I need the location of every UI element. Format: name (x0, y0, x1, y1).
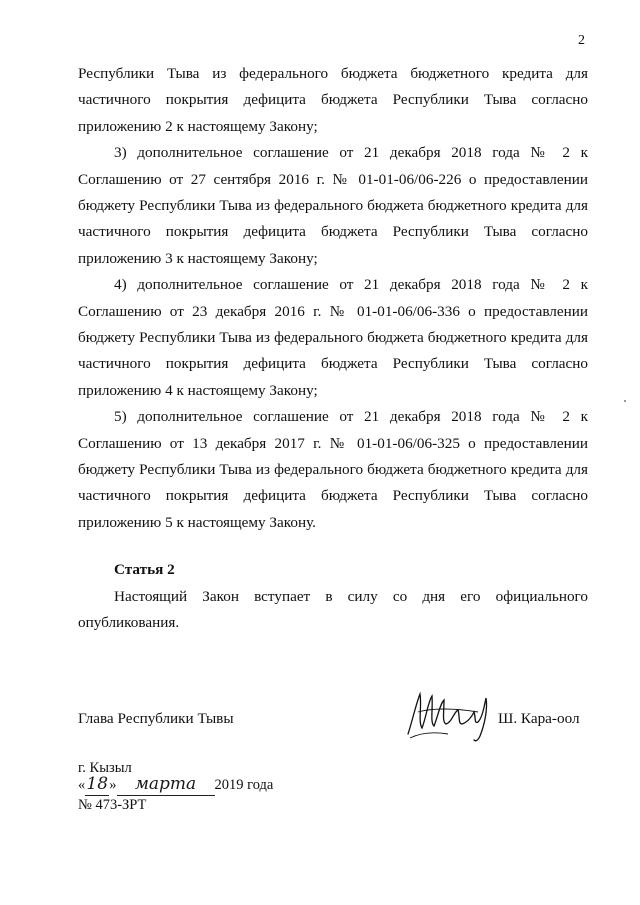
date-quote-open: « (78, 777, 86, 793)
handwritten-signature (402, 682, 494, 744)
law-number: № 473-ЗРТ (78, 797, 147, 813)
text-line: частичного покрытия дефицита бюджета Республики Тыва согласно (78, 355, 588, 373)
page-number: 2 (578, 33, 585, 48)
text-line: приложению 4 к настоящему Закону; (78, 381, 318, 399)
text-line: 4) дополнительное соглашение от 21 декабря 2018 года № 2 к (114, 276, 588, 294)
text-line: бюджету Республики Тыва из федерального бюджета бюджетного кредита для (78, 329, 588, 346)
article-heading: Статья 2 (114, 561, 175, 578)
text-line: 5) дополнительное соглашение от 21 декабря 2018 года № 2 к (114, 408, 588, 426)
text-line: приложению 3 к настоящему Закону; (78, 249, 318, 267)
text-line: опубликования. (78, 614, 180, 632)
text-line: частичного покрытия дефицита бюджета Республики Тыва согласно (78, 487, 588, 505)
text-line: приложению 2 к настоящему Закону; (78, 117, 318, 135)
position-title: Глава Республики Тывы (78, 710, 234, 727)
signatory-name: Ш. Кара-оол (498, 710, 580, 727)
date-month-blank (117, 774, 215, 796)
date-day-blank (85, 774, 109, 796)
date-day: 18 (86, 774, 109, 794)
city: г. Кызыл (78, 760, 132, 776)
text-line: Настоящий Закон вступает в силу со дня его официального (114, 588, 588, 605)
date-month: марта (134, 774, 197, 794)
text-line: частичного покрытия дефицита бюджета Республики Тыва согласно (78, 91, 588, 109)
signing-date (78, 774, 273, 796)
date-quote-close: » (109, 777, 117, 793)
text-line: Соглашению от 23 декабря 2016 г. № 01-01-06/06-336 о предоставлении (78, 302, 588, 320)
text-line: Республики Тыва из федерального бюджета бюджетного кредита для (78, 65, 588, 82)
scan-speck (624, 400, 626, 402)
text-line: бюджету Республики Тыва из федерального бюджета бюджетного кредита для (78, 461, 588, 478)
text-line: 3) дополнительное соглашение от 21 декабря 2018 года № 2 к (114, 144, 588, 162)
text-line: Соглашению от 13 декабря 2017 г. № 01-01-06/06-325 о предоставлении (78, 434, 588, 452)
text-line: частичного покрытия дефицита бюджета Республики Тыва согласно (78, 223, 588, 241)
text-line: приложению 5 к настоящему Закону. (78, 513, 316, 531)
date-year: 2019 года (214, 777, 274, 793)
text-line: бюджету Республики Тыва из федерального бюджета бюджетного кредита для (78, 197, 588, 214)
text-line: Соглашению от 27 сентября 2016 г. № 01-01-06/06-226 о предоставлении (78, 170, 588, 188)
